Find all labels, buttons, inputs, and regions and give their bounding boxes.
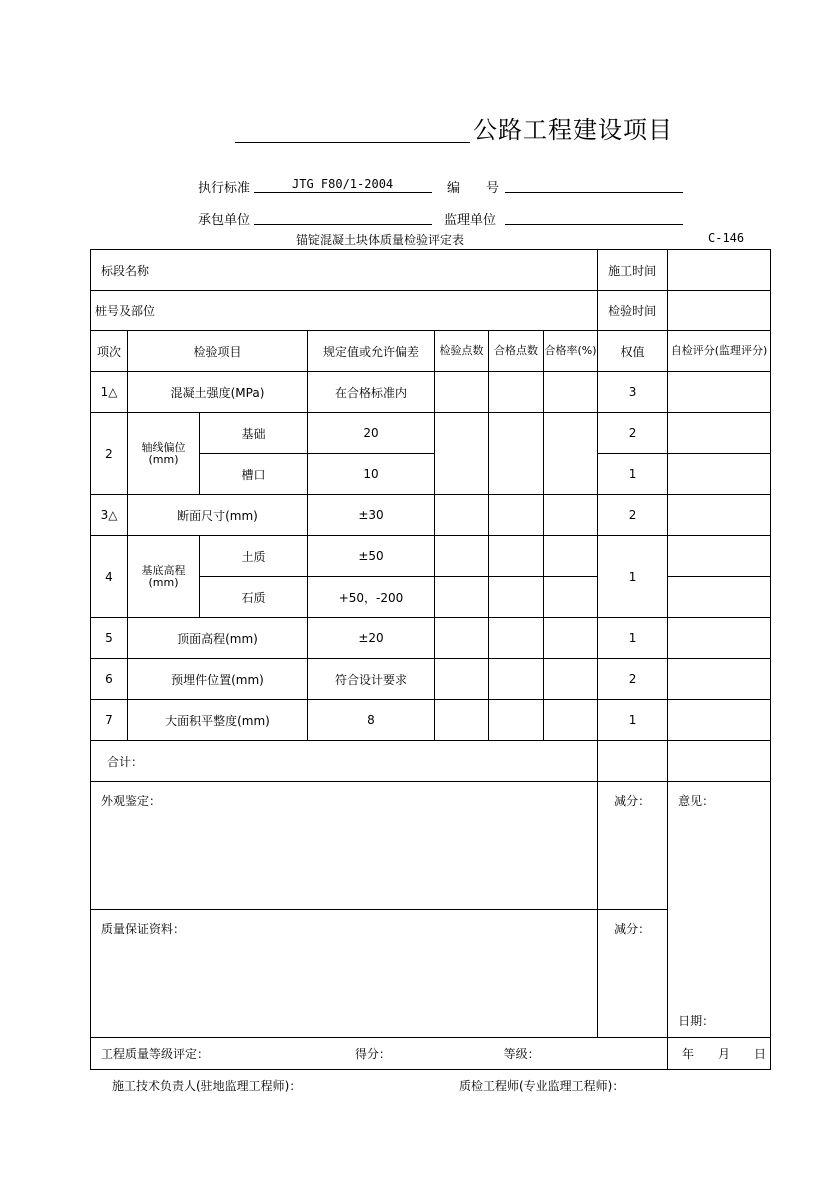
col-spec: 规定值或允许偏差 xyxy=(308,331,435,372)
rate-cell[interactable] xyxy=(544,372,598,413)
row-group: 基底高程(mm) xyxy=(128,536,200,618)
col-weight: 权值 xyxy=(598,331,668,372)
total-weight-cell[interactable] xyxy=(598,741,668,782)
row-sub: 槽口 xyxy=(200,454,308,495)
row-no: 7 xyxy=(91,700,128,741)
rate-cell[interactable] xyxy=(544,536,598,577)
quality-docs-label[interactable]: 质量保证资料： xyxy=(91,910,598,1038)
row-weight: 3 xyxy=(598,372,668,413)
total-score-cell[interactable] xyxy=(668,741,771,782)
row-spec: 在合格标准内 xyxy=(308,372,435,413)
row-no: 1△ xyxy=(91,372,128,413)
page-title: 公路工程建设项目 xyxy=(473,116,673,144)
row-no: 3△ xyxy=(91,495,128,536)
table-row xyxy=(91,495,771,536)
passed-cell[interactable] xyxy=(489,495,544,536)
points-cell[interactable] xyxy=(435,618,489,659)
col-item-no: 项次 xyxy=(91,331,128,372)
rate-cell[interactable] xyxy=(544,700,598,741)
score-cell[interactable] xyxy=(668,372,771,413)
total-label: 合计： xyxy=(91,741,598,782)
grade-label: 等级： xyxy=(503,1047,540,1061)
project-name-underline xyxy=(235,142,470,143)
points-cell[interactable] xyxy=(435,659,489,700)
col-passed: 合格点数 xyxy=(489,331,544,372)
form-title: 锚锭混凝土块体质量检验评定表 xyxy=(296,233,465,247)
score-cell[interactable] xyxy=(668,618,771,659)
points-cell[interactable] xyxy=(435,577,489,618)
table-row xyxy=(91,372,771,413)
table-row xyxy=(91,618,771,659)
table-row xyxy=(91,536,771,577)
construction-time-field[interactable] xyxy=(668,250,771,291)
date-label: 日期： xyxy=(678,1014,715,1028)
row-weight: 1 xyxy=(598,618,668,659)
row-spec: 符合设计要求 xyxy=(308,659,435,700)
contractor-field[interactable] xyxy=(254,224,432,225)
row-spec: ±20 xyxy=(308,618,435,659)
inspection-table xyxy=(90,249,771,1070)
table-row xyxy=(91,413,771,454)
form-code: C-146 xyxy=(708,231,745,245)
row-item: 预埋件位置(mm) xyxy=(128,659,308,700)
total-row xyxy=(91,741,771,782)
score-cell[interactable] xyxy=(668,495,771,536)
row-item: 混凝土强度(MPa) xyxy=(128,372,308,413)
contractor-label: 承包单位 xyxy=(198,213,251,228)
row-sub: 土质 xyxy=(200,536,308,577)
number-field[interactable] xyxy=(505,192,683,193)
col-rate: 合格率(%) xyxy=(544,331,598,372)
row-item: 断面尺寸(mm) xyxy=(128,495,308,536)
supervisor-label: 监理单位 xyxy=(444,213,497,228)
row-spec: 10 xyxy=(308,454,435,495)
opinion-label: 意见： xyxy=(678,794,715,808)
rate-cell[interactable] xyxy=(544,495,598,536)
col-points: 检验点数 xyxy=(435,331,489,372)
points-cell[interactable] xyxy=(435,536,489,577)
construction-time-label: 施工时间 xyxy=(598,250,668,291)
appearance-deduction-label: 减分： xyxy=(598,782,668,910)
qc-engineer-signature-label: 质检工程师(专业监理工程师)： xyxy=(459,1079,625,1093)
score-cell[interactable] xyxy=(668,454,771,495)
inspection-time-field[interactable] xyxy=(668,291,771,331)
row-weight: 1 xyxy=(598,700,668,741)
row-no: 4 xyxy=(91,536,128,618)
exec-std-value: JTG F80/1-2004 xyxy=(292,177,394,191)
row-no: 2 xyxy=(91,413,128,495)
quality-deduction-label: 减分： xyxy=(598,910,668,1038)
passed-cell[interactable] xyxy=(489,618,544,659)
row-no: 5 xyxy=(91,618,128,659)
ymd-label: 年 月 日 xyxy=(668,1038,771,1070)
rate-cell[interactable] xyxy=(544,659,598,700)
row-item: 大面积平整度(mm) xyxy=(128,700,308,741)
construction-tech-signature-label: 施工技术负责人(驻地监理工程师)： xyxy=(112,1079,302,1093)
points-cell[interactable] xyxy=(435,700,489,741)
points-cell[interactable] xyxy=(435,495,489,536)
supervisor-field[interactable] xyxy=(505,224,683,225)
row-weight: 1 xyxy=(598,536,668,618)
score-cell[interactable] xyxy=(668,659,771,700)
row-group: 轴线偏位(mm) xyxy=(128,413,200,495)
passed-cell[interactable] xyxy=(489,372,544,413)
section-name-label: 标段名称 xyxy=(91,250,598,291)
exec-std-label: 执行标准 xyxy=(198,181,251,196)
grade-eval-row xyxy=(91,1038,668,1070)
opinion-cell[interactable] xyxy=(668,782,771,1038)
row-spec: 20 xyxy=(308,413,435,454)
rate-cell[interactable] xyxy=(544,618,598,659)
row-sub: 石质 xyxy=(200,577,308,618)
exec-std-underline xyxy=(254,192,432,193)
passed-cell[interactable] xyxy=(489,577,544,618)
row-weight: 2 xyxy=(598,659,668,700)
points-cell[interactable] xyxy=(435,413,489,495)
grade-eval-label: 工程质量等级评定： xyxy=(101,1047,210,1061)
row-spec: ±30 xyxy=(308,495,435,536)
rate-cell[interactable] xyxy=(544,413,598,495)
row-spec: ±50 xyxy=(308,536,435,577)
row-spec: +50，-200 xyxy=(308,577,435,618)
row-sub: 基础 xyxy=(200,413,308,454)
table-row xyxy=(91,700,771,741)
row-weight: 2 xyxy=(598,413,668,454)
col-score: 自检评分(监理评分) xyxy=(668,331,771,372)
score-cell[interactable] xyxy=(668,577,771,618)
passed-cell[interactable] xyxy=(489,659,544,700)
passed-cell[interactable] xyxy=(489,536,544,577)
passed-cell[interactable] xyxy=(489,413,544,495)
row-item: 顶面高程(mm) xyxy=(128,618,308,659)
points-cell[interactable] xyxy=(435,372,489,413)
station-label: 桩号及部位 xyxy=(91,291,598,331)
row-no: 6 xyxy=(91,659,128,700)
score-cell[interactable] xyxy=(668,700,771,741)
col-inspect-item: 检验项目 xyxy=(128,331,308,372)
passed-cell[interactable] xyxy=(489,700,544,741)
number-label: 编 号 xyxy=(447,181,500,196)
table-row xyxy=(91,659,771,700)
rate-cell[interactable] xyxy=(544,577,598,618)
appearance-label[interactable]: 外观鉴定： xyxy=(91,782,598,910)
row-weight: 2 xyxy=(598,495,668,536)
row-spec: 8 xyxy=(308,700,435,741)
score-cell[interactable] xyxy=(668,413,771,454)
score-label: 得分： xyxy=(354,1047,391,1061)
inspection-time-label: 检验时间 xyxy=(598,291,668,331)
score-cell[interactable] xyxy=(668,536,771,577)
row-weight: 1 xyxy=(598,454,668,495)
